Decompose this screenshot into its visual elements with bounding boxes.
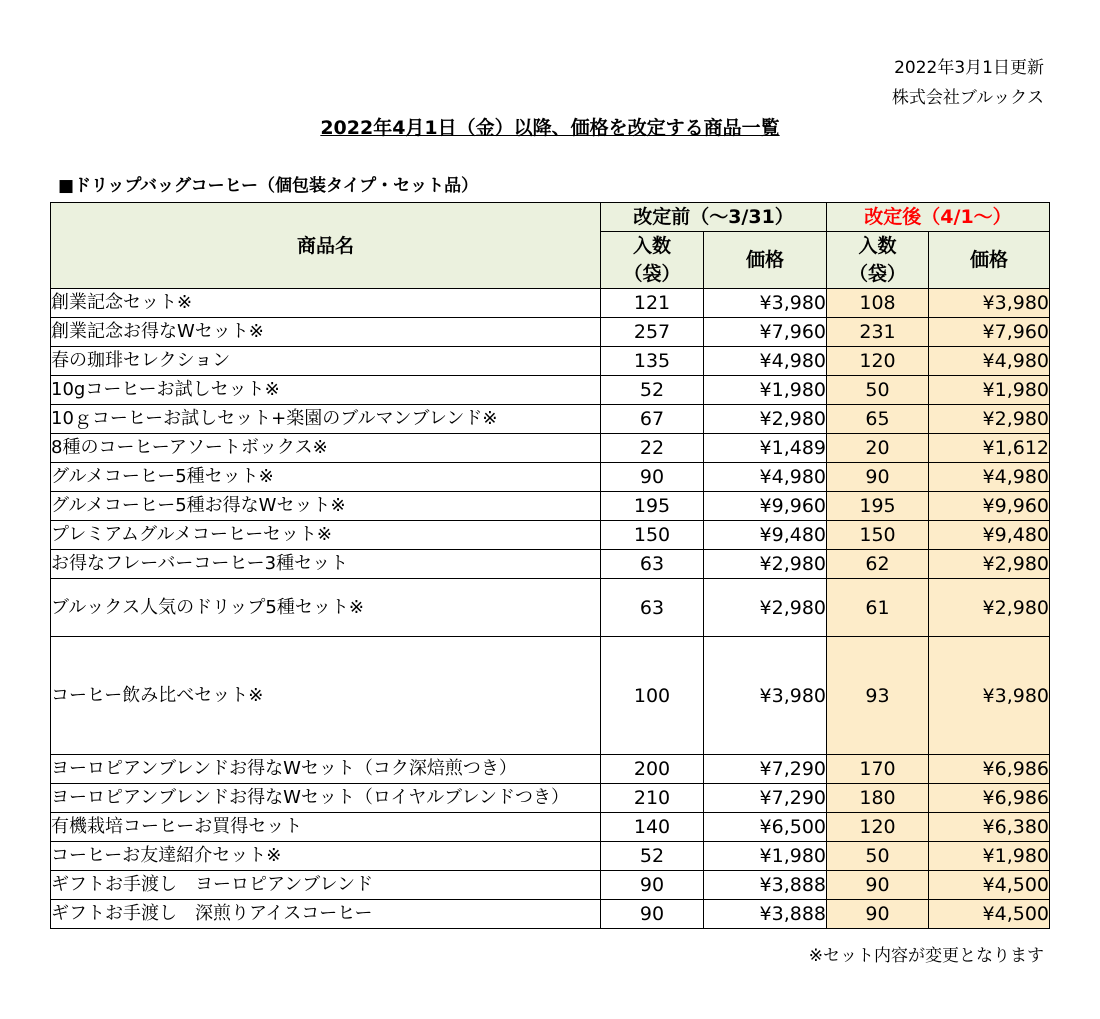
before-price-cell: ¥1,489 [704,434,827,463]
table-row [51,871,1050,900]
before-price-cell: ¥3,888 [704,900,827,929]
after-price-cell: ¥2,980 [929,405,1050,434]
table-row [51,318,1050,347]
before-price-cell: ¥3,888 [704,871,827,900]
table-row [51,900,1050,929]
before-price-cell: ¥9,960 [704,492,827,521]
before-price-cell: ¥7,290 [704,755,827,784]
after-qty-cell: 61 [827,579,929,637]
before-price-cell: ¥1,980 [704,376,827,405]
after-qty-cell: 150 [827,521,929,550]
before-qty-cell: 90 [601,463,704,492]
product-name-cell: 創業記念お得なWセット※ [51,318,601,347]
before-qty-cell: 210 [601,784,704,813]
before-price-cell: ¥9,480 [704,521,827,550]
before-qty-cell: 63 [601,579,704,637]
after-price-cell: ¥1,980 [929,376,1050,405]
header-before-qty [601,232,704,289]
after-price-cell: ¥1,980 [929,842,1050,871]
table-row [51,755,1050,784]
header-after-price: 価格 [929,232,1050,289]
before-qty-cell: 63 [601,550,704,579]
before-price-cell: ¥4,980 [704,347,827,376]
after-qty-cell: 65 [827,405,929,434]
after-qty-cell: 120 [827,813,929,842]
after-qty-cell: 90 [827,463,929,492]
product-name-cell: 春の珈琲セレクション [51,347,601,376]
product-name-cell: グルメコーヒー5種セット※ [51,463,601,492]
header-before-qty-line1: 入数 [632,235,671,257]
table-row [51,376,1050,405]
table-row [51,637,1050,755]
page-title: 2022年4月1日（金）以降、価格を改定する商品一覧 [320,117,780,139]
after-price-cell: ¥7,960 [929,318,1050,347]
table-body [51,289,1050,929]
after-qty-cell: 231 [827,318,929,347]
after-price-cell: ¥9,960 [929,492,1050,521]
after-price-cell: ¥6,986 [929,784,1050,813]
before-price-cell: ¥3,980 [704,289,827,318]
before-qty-cell: 200 [601,755,704,784]
table-row [51,434,1050,463]
before-price-cell: ¥2,980 [704,579,827,637]
before-qty-cell: 257 [601,318,704,347]
after-qty-cell: 50 [827,376,929,405]
after-qty-cell: 93 [827,637,929,755]
after-price-cell: ¥6,986 [929,755,1050,784]
product-name-cell: ヨーロピアンブレンドお得なWセット（ロイヤルブレンドつき） [51,784,601,813]
before-price-cell: ¥4,980 [704,463,827,492]
table-row [51,784,1050,813]
table-row [51,463,1050,492]
after-qty-cell: 90 [827,871,929,900]
table-row [51,347,1050,376]
table-row [51,289,1050,318]
after-qty-cell: 20 [827,434,929,463]
after-qty-cell: 108 [827,289,929,318]
before-qty-cell: 135 [601,347,704,376]
before-qty-cell: 90 [601,871,704,900]
header-after-qty-line1: 入数 [858,235,897,257]
after-qty-cell: 180 [827,784,929,813]
before-price-cell: ¥3,980 [704,637,827,755]
before-qty-cell: 150 [601,521,704,550]
update-date: 2022年3月1日更新 [894,58,1044,78]
before-price-cell: ¥1,980 [704,842,827,871]
before-price-cell: ¥6,500 [704,813,827,842]
product-name-cell: ギフトお手渡し ヨーロピアンブレンド [51,871,601,900]
product-name-cell: ブルックス人気のドリップ5種セット※ [51,579,601,637]
product-name-cell: お得なフレーバーコーヒー3種セット [51,550,601,579]
after-qty-cell: 50 [827,842,929,871]
before-price-cell: ¥7,290 [704,784,827,813]
after-qty-cell: 170 [827,755,929,784]
section-heading: ■ドリップバッグコーヒー（個包装タイプ・セット品） [58,176,479,196]
after-price-cell: ¥4,500 [929,900,1050,929]
after-qty-cell: 90 [827,900,929,929]
product-name-cell: 創業記念セット※ [51,289,601,318]
footnote: ※セット内容が変更となります [808,946,1044,966]
before-price-cell: ¥2,980 [704,550,827,579]
product-name-cell: コーヒーお友達紹介セット※ [51,842,601,871]
header-before-qty-line2: （袋） [623,263,681,285]
table-row [51,405,1050,434]
product-name-cell: 10ｇコーヒーお試しセット+楽園のブルマンブレンド※ [51,405,601,434]
after-price-cell: ¥6,380 [929,813,1050,842]
table-row [51,492,1050,521]
product-name-cell: コーヒー飲み比べセット※ [51,637,601,755]
before-qty-cell: 52 [601,842,704,871]
after-price-cell: ¥2,980 [929,550,1050,579]
product-name-cell: 10gコーヒーお試しセット※ [51,376,601,405]
product-name-cell: ギフトお手渡し 深煎りアイスコーヒー [51,900,601,929]
after-price-cell: ¥4,980 [929,347,1050,376]
table-row [51,813,1050,842]
header-before-price: 価格 [704,232,827,289]
before-qty-cell: 100 [601,637,704,755]
after-price-cell: ¥3,980 [929,637,1050,755]
before-qty-cell: 90 [601,900,704,929]
after-price-cell: ¥9,480 [929,521,1050,550]
product-name-cell: 有機栽培コーヒーお買得セット [51,813,601,842]
before-qty-cell: 140 [601,813,704,842]
header-before-group: 改定前（～3/31） [601,203,827,232]
table-row [51,550,1050,579]
header-after-group: 改定後（4/1～） [827,203,1050,232]
after-qty-cell: 195 [827,492,929,521]
header-after-qty-line2: （袋） [848,263,906,285]
after-price-cell: ¥3,980 [929,289,1050,318]
product-name-cell: 8種のコーヒーアソートボックス※ [51,434,601,463]
after-qty-cell: 120 [827,347,929,376]
header-product-name: 商品名 [51,203,601,289]
header-after-qty [827,232,929,289]
after-price-cell: ¥2,980 [929,579,1050,637]
table-row [51,842,1050,871]
table-row [51,579,1050,637]
before-qty-cell: 52 [601,376,704,405]
product-name-cell: プレミアムグルメコーヒーセット※ [51,521,601,550]
price-revision-table [50,202,1050,929]
before-qty-cell: 67 [601,405,704,434]
after-price-cell: ¥1,612 [929,434,1050,463]
before-qty-cell: 195 [601,492,704,521]
before-price-cell: ¥7,960 [704,318,827,347]
after-qty-cell: 62 [827,550,929,579]
before-price-cell: ¥2,980 [704,405,827,434]
after-price-cell: ¥4,500 [929,871,1050,900]
after-price-cell: ¥4,980 [929,463,1050,492]
before-qty-cell: 121 [601,289,704,318]
product-name-cell: ヨーロピアンブレンドお得なWセット（コク深焙煎つき） [51,755,601,784]
table-row [51,521,1050,550]
company-name: 株式会社ブルックス [891,88,1044,108]
product-name-cell: グルメコーヒー5種お得なWセット※ [51,492,601,521]
before-qty-cell: 22 [601,434,704,463]
